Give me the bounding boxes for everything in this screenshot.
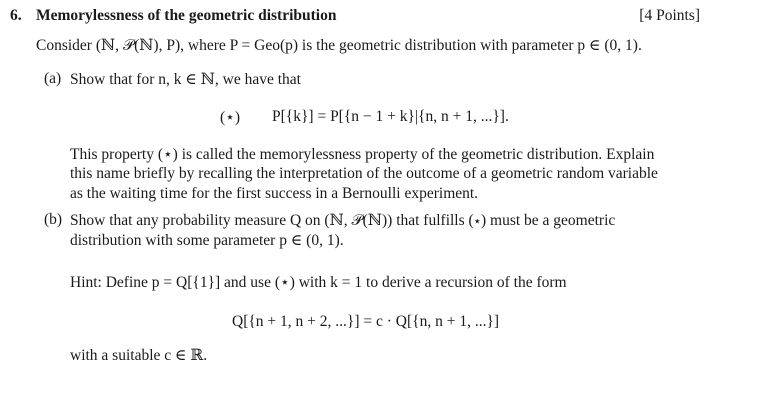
part-a-label: (a) [44,70,62,87]
part-a-statement: Show that for n, k ∈ ℕ, we have that [70,71,301,88]
explain-line-3: as the waiting time for the first success in a Bernoulli experiment. [70,185,479,202]
hint-text: Hint: Define p = Q[{1}] and use (⋆) with k = 1 to derive a recursion of the form [70,274,567,291]
part-b-label: (b) [44,211,63,228]
explain-line-1: This property (⋆) is called the memorylessness property of the geometric distribution. Explain [70,146,655,163]
star-tag: (⋆) [220,109,241,126]
part-b-line-2: distribution with some parameter p ∈ (0, 1). [70,232,344,249]
problem-points: [4 Points] [639,7,700,24]
recursion-equation: Q[{n + 1, n + 2, ...}] = c · Q[{n, n + 1, ...}] [232,313,500,330]
memorylessness-equation: P[{k}] = P[{n − 1 + k}|{n, n + 1, ...}]. [272,108,509,125]
part-b-line-1: Show that any probability measure Q on (ℕ, 𝒫(ℕ)) that fulfills (⋆) must be a geometric [70,212,616,229]
suitable-c-text: with a suitable c ∈ ℝ. [70,347,208,364]
problem-number: 6. [10,7,22,24]
explain-line-2: this name briefly by recalling the interpretation of the outcome of a geometric random variable [70,165,658,182]
problem-title: Memorylessness of the geometric distribution [36,7,337,24]
intro-text: Consider (ℕ, 𝒫(ℕ), P), where P = Geo(p) is the geometric distribution with parameter p ∈ (0, 1). [36,37,642,54]
